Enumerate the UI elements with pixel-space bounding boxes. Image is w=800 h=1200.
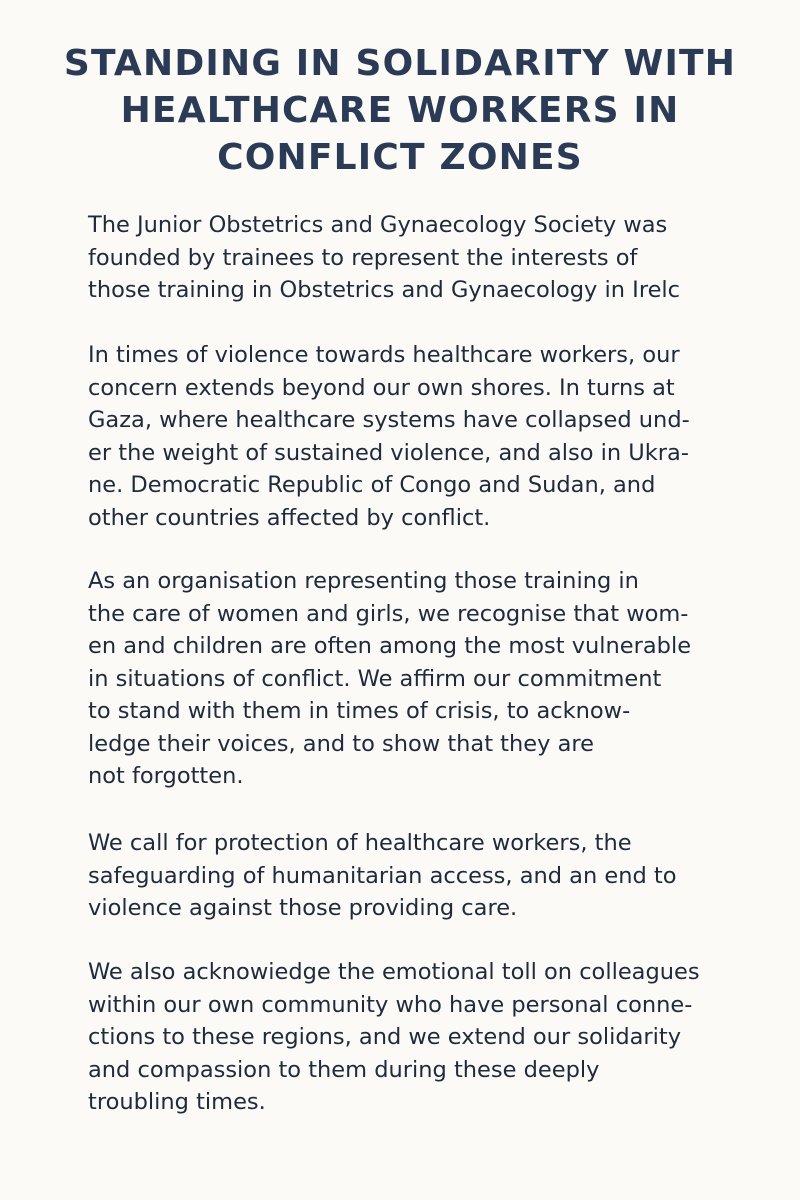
text-line: Gaza, where healthcare systems have collapsed und- <box>88 407 690 433</box>
text-line: The Junior Obstetrics and Gynaecology Society was <box>88 212 668 238</box>
text-line: ne. Democratic Republic of Congo and Sudan, and <box>88 472 656 498</box>
text-line: In times of violence towards healthcare workers, our <box>88 342 680 368</box>
text-line: safeguarding of humanitarian access, and an end to <box>88 862 677 889</box>
text-line: We call for protection of healthcare workers, the <box>88 830 632 856</box>
text-line: troubling times. <box>88 1089 266 1115</box>
text-line: and compassion to them during these deeply <box>88 1056 600 1083</box>
text-line: not forgotten. <box>88 763 244 789</box>
text-line: ledge their voices, and to show that they are <box>88 730 594 757</box>
paragraph-emotional-toll <box>88 956 778 1119</box>
text-line: those training in Obstetrics and Gynaecology in Irelc <box>88 277 681 303</box>
text-line: within our own community who have personal conne- <box>88 991 693 1018</box>
text-line: in situations of conflict. We affirm our commitment <box>88 665 662 692</box>
paragraph-concern <box>88 339 778 534</box>
page-title <box>40 40 760 181</box>
text-line: concern extends beyond our own shores. In turns at <box>88 374 675 401</box>
text-line: founded by trainees to represent the interests of <box>88 244 638 271</box>
text-line: As an organisation representing those training in <box>88 568 639 594</box>
title-line: STANDING IN SOLIDARITY WITH <box>63 43 737 84</box>
paragraph-about-society <box>88 209 778 307</box>
text-line: ctions to these regions, and we extend our solidarity <box>88 1024 682 1050</box>
paragraph-call-for-protection <box>88 827 778 925</box>
text-line: to stand with them in times of crisis, to acknow- <box>88 698 631 724</box>
text-line: er the weight of sustained violence, and also in Ukra- <box>88 439 689 466</box>
paragraph-women-and-girls <box>88 565 778 793</box>
title-line: CONFLICT ZONES <box>217 137 583 178</box>
text-line: the care of women and girls, we recognise that wom- <box>88 600 689 627</box>
text-line: violence against those providing care. <box>88 895 518 921</box>
text-line: We also acknowiedge the emotional toll on colleagues <box>88 959 700 985</box>
text-line: en and children are often among the most vulnerable <box>88 633 692 659</box>
text-line: other countries affected by conflict. <box>88 504 491 531</box>
title-line: HEALTHCARE WORKERS IN <box>120 90 680 131</box>
